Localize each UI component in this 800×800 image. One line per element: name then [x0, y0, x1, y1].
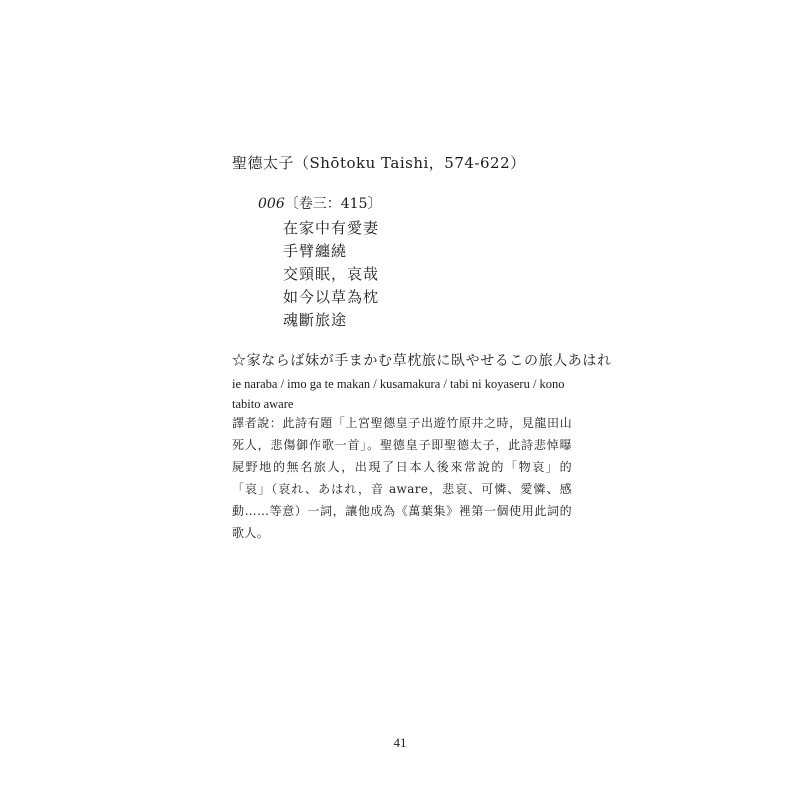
poem-line: 魂斷旅途	[283, 311, 348, 329]
poem-line: 交頸眠，哀哉	[283, 265, 380, 283]
poem-number: 006	[258, 196, 285, 212]
poem-translation	[283, 217, 379, 332]
poem-line: 如今以草為枕	[283, 288, 380, 306]
romanization: ie naraba / imo ga te makan / kusamakura / tabi ni koyaseru / kono tabito aware	[232, 377, 565, 411]
page-number: 41	[393, 735, 407, 750]
poem-line: 在家中有愛妻	[283, 219, 380, 237]
japanese-original: ☆家ならば妹が手まかむ草枕旅に臥やせるこの旅人あはれ	[232, 353, 612, 369]
poem-index	[258, 193, 381, 213]
poem-line: 手臂纏繞	[283, 242, 348, 260]
translator-note: 譯者說：此詩有題「上宮聖德皇子出遊竹原井之時，見龍田山死人，悲傷御作歌一首」。聖德皇子即聖德太子，此詩悲悼曝屍野地的無名旅人，出現了日本人後來常說的「物哀」的「哀」（哀れ、あはれ，音 aware，悲哀、可憐、愛憐、感動……等意）一詞，讓他成為《萬葉集》裡第一個使用此詞的歌人。	[232, 416, 572, 540]
poem-reference: 〔卷三：415〕	[284, 196, 382, 212]
poet-heading: 聖德太子（Shōtoku Taishi，574-622）	[232, 154, 526, 172]
